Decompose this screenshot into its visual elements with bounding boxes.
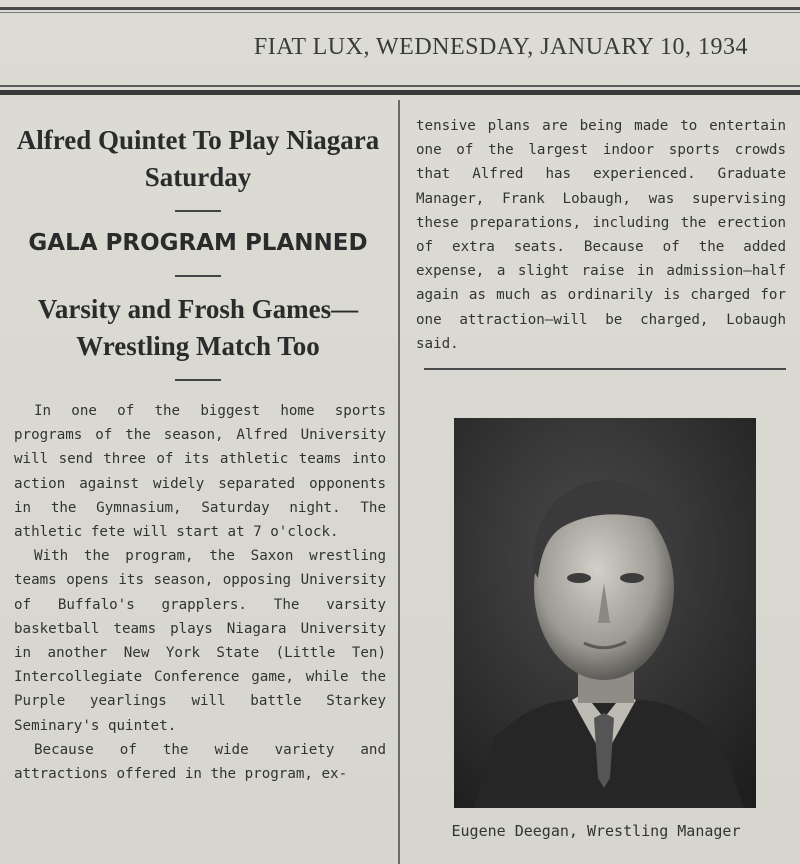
headline-main: Alfred Quintet To Play Niagara Saturday (16, 125, 380, 192)
portrait-photo (454, 418, 756, 808)
headline-deck: GALA PROGRAM PLANNED (28, 230, 368, 256)
article-body (0, 399, 396, 786)
photo-caption: Eugene Deegan, Wrestling Manager (451, 822, 741, 840)
headline-divider (175, 210, 221, 212)
article-paragraph: Because of the wide variety and attractions offered in the program, ex- (14, 741, 386, 783)
top-rule-thin (0, 12, 800, 13)
masthead-rule-heavy (0, 90, 800, 95)
headline-subdeck: Varsity and Frosh Games—Wrestling Match Too (37, 294, 359, 361)
masthead: FIAT LUX, WEDNESDAY, JANUARY 10, 1934 (253, 34, 748, 60)
section-rule (424, 368, 786, 370)
article-paragraph: In one of the biggest home sports programs of the season, Alfred University will send three of its athletic teams into action against widely separated opponents in the Gymnasium, Saturday night. The athletic fete will start at 7 o'clock. (14, 403, 386, 541)
left-column (0, 100, 396, 864)
right-column (402, 100, 800, 864)
headline-divider (175, 379, 221, 381)
headline-divider (175, 275, 221, 277)
masthead-rule (0, 85, 800, 87)
article-paragraph: With the program, the Saxon wrestling teams opens its season, opposing University of Buffalo's grapplers. The varsity basketball teams plays Niagara University in another New York State (Little Ten) Intercollegiate Conference game, while the Purple yearlings will battle Starkey Seminary's quintet. (14, 548, 386, 734)
article-continuation (402, 114, 800, 356)
portrait-image (454, 418, 756, 808)
column-divider (398, 100, 400, 864)
article-paragraph: tensive plans are being made to entertain one of the largest indoor sports crowds that Alfred has experienced. Graduate Manager, Frank Lobaugh, was supervising these preparations, including the erection of extra seats. Because of the added expense, a slight raise in admission—half again as much as ordinarily is charged for one attraction—will be charged, Lobaugh said. (416, 118, 786, 352)
top-rule (0, 7, 800, 10)
